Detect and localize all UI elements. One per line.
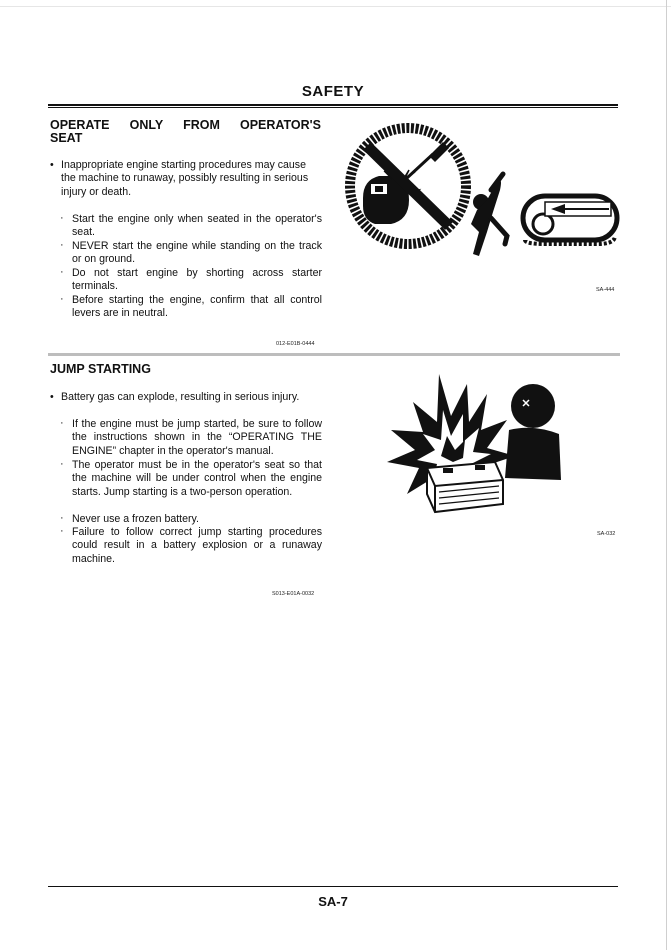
section2-item bbox=[60, 513, 322, 526]
person-icon bbox=[505, 384, 561, 480]
bullet-icon: • bbox=[50, 159, 54, 171]
battery-explosion-illustration bbox=[383, 370, 563, 518]
page-number: SA-7 bbox=[318, 894, 348, 909]
section2-item-text: If the engine must be jump started, be sure to follow the instructions shown in the “OPERATING THE ENGINE” chapter in the operator's manual. bbox=[72, 418, 322, 457]
sub-bullet-icon: · bbox=[60, 512, 64, 524]
sub-bullet-icon: · bbox=[60, 212, 64, 224]
section2-item bbox=[60, 526, 322, 566]
sub-bullet-icon: · bbox=[60, 417, 64, 429]
section-heading-line2: SEAT bbox=[50, 131, 83, 145]
section-heading-line1: OPERATE ONLY FROM OPERATOR'S bbox=[50, 118, 321, 132]
header-rule-thin bbox=[48, 107, 618, 108]
section1-item-text: Before starting the engine, confirm that all control levers are in neutral. bbox=[72, 294, 322, 320]
page-right-edge bbox=[666, 0, 667, 950]
section2-item-text: Never use a frozen battery. bbox=[72, 513, 199, 525]
section-heading-jump-starting: JUMP STARTING bbox=[50, 362, 151, 376]
section2-item bbox=[60, 418, 322, 458]
sub-bullet-icon: · bbox=[60, 293, 64, 305]
section1-bullet bbox=[50, 159, 322, 199]
section2-ref-code: S013-E01A-0032 bbox=[272, 591, 315, 597]
section1-ref-code: 012-E01B-0444 bbox=[276, 341, 315, 347]
sub-bullet-icon: · bbox=[60, 239, 64, 251]
sub-bullet-icon: · bbox=[60, 266, 64, 278]
crawler-track-icon bbox=[523, 196, 617, 244]
header-rule-thick bbox=[48, 104, 618, 106]
section2-bullet-text: Battery gas can explode, resulting in serious injury. bbox=[61, 391, 300, 403]
bullet-icon: • bbox=[50, 391, 54, 403]
section1-item bbox=[60, 267, 322, 294]
no-shorting-runaway-illustration bbox=[345, 120, 620, 260]
falling-person-icon bbox=[471, 174, 507, 256]
page-top-edge bbox=[0, 6, 671, 7]
prohibition-sign-icon bbox=[350, 128, 466, 244]
section1-figure-code: SA-444 bbox=[596, 287, 615, 293]
section1-item bbox=[60, 213, 322, 240]
section1-item bbox=[60, 294, 322, 321]
section2-item-text: Failure to follow correct jump starting procedures could result in a battery explosion or a runaway machine. bbox=[72, 526, 322, 565]
sub-bullet-icon: · bbox=[60, 458, 64, 470]
section2-item-text: The operator must be in the operator's seat so that the machine will be under control when the engine starts. Jump starting is a two-person operation. bbox=[72, 459, 322, 498]
section1-item bbox=[60, 240, 322, 267]
section1-item-text: Start the engine only when seated in the operator's seat. bbox=[72, 213, 322, 239]
section-separator bbox=[48, 353, 620, 356]
section-heading-operate-from-seat bbox=[50, 119, 321, 145]
section2-figure-code: SA-032 bbox=[597, 531, 616, 537]
sub-bullet-icon: · bbox=[60, 525, 64, 537]
section1-item-text: NEVER start the engine while standing on the track or on ground. bbox=[72, 240, 322, 266]
section1-bullet-text: Inappropriate engine starting procedures may cause the machine to runaway, possibly resulting in serious injury or death. bbox=[61, 159, 309, 198]
page-title: SAFETY bbox=[301, 83, 365, 100]
section2-bullet bbox=[50, 391, 322, 404]
section1-item-text: Do not start engine by shorting across starter terminals. bbox=[72, 267, 322, 293]
section2-item bbox=[60, 459, 322, 499]
footer-rule bbox=[48, 886, 618, 887]
battery-icon bbox=[427, 462, 503, 512]
